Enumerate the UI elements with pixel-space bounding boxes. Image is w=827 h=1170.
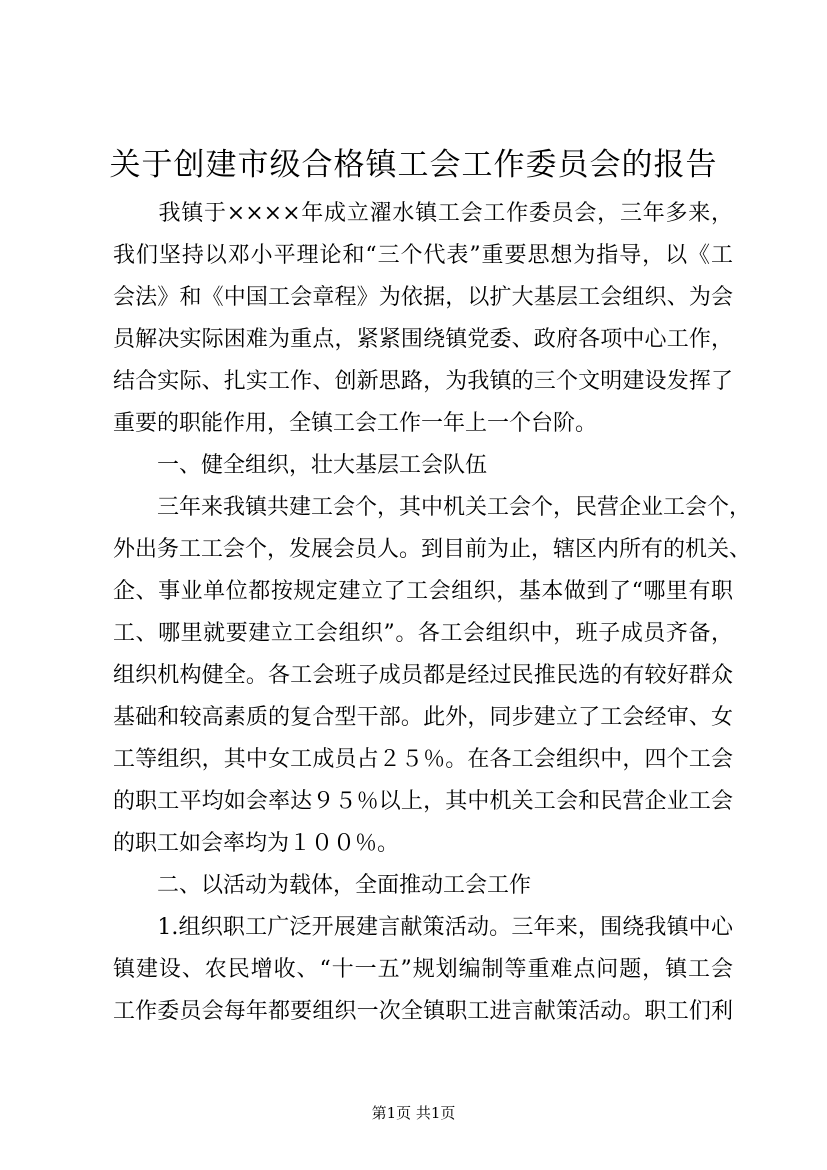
body-line: 我镇于××××年成立濯水镇工会工作委员会，三年多来， [113, 201, 733, 226]
section-heading: 一、健全组织，壮大基层工会队伍 [113, 453, 488, 478]
body-line: 1.组织职工广泛开展建言献策活动。三年来，围绕我镇中心 [113, 915, 733, 940]
body-line: 的职工平均如会率达９５％以上，其中机关工会和民营企业工会 [113, 789, 733, 814]
body-line: 组织机构健全。各工会班子成员都是经过民推民选的有较好群众 [113, 663, 733, 688]
body-line: 镇建设、农民增收、“十一五”规划编制等重难点问题，镇工会 [113, 957, 733, 982]
body-line: 的职工如会率均为１００％。 [113, 831, 400, 856]
body-line: 重要的职能作用，全镇工会工作一年上一个台阶。 [113, 411, 598, 436]
body-line: 会法》和《中国工会章程》为依据，以扩大基层工会组织、为会 [113, 285, 733, 310]
body-line: 结合实际、扎实工作、创新思路，为我镇的三个文明建设发挥了 [113, 369, 733, 394]
body-line: 企、事业单位都按规定建立了工会组织，基本做到了“哪里有职 [113, 579, 733, 604]
page-footer: 第1页 共1页 [371, 1104, 456, 1122]
body-line: 工等组织，其中女工成员占２５％。在各工会组织中，四个工会 [113, 747, 733, 772]
body-line: 员解决实际困难为重点，紧紧围绕镇党委、政府各项中心工作， [113, 327, 733, 352]
body-line: 基础和较高素质的复合型干部。此外，同步建立了工会经审、女 [113, 705, 733, 730]
body-line: 外出务工工会个，发展会员人。到目前为止，辖区内所有的机关、 [113, 537, 752, 562]
section-heading: 二、以活动为载体，全面推动工会工作 [113, 873, 532, 898]
document-title: 关于创建市级合格镇工会工作委员会的报告 [109, 147, 718, 183]
body-line: 工作委员会每年都要组织一次全镇职工进言献策活动。职工们利 [113, 999, 733, 1024]
body-line: 我们坚持以邓小平理论和“三个代表”重要思想为指导，以《工 [113, 243, 733, 268]
body-line: 三年来我镇共建工会个，其中机关工会个，民营企业工会个， [113, 495, 752, 520]
body-line: 工、哪里就要建立工会组织”。各工会组织中，班子成员齐备， [113, 621, 733, 646]
